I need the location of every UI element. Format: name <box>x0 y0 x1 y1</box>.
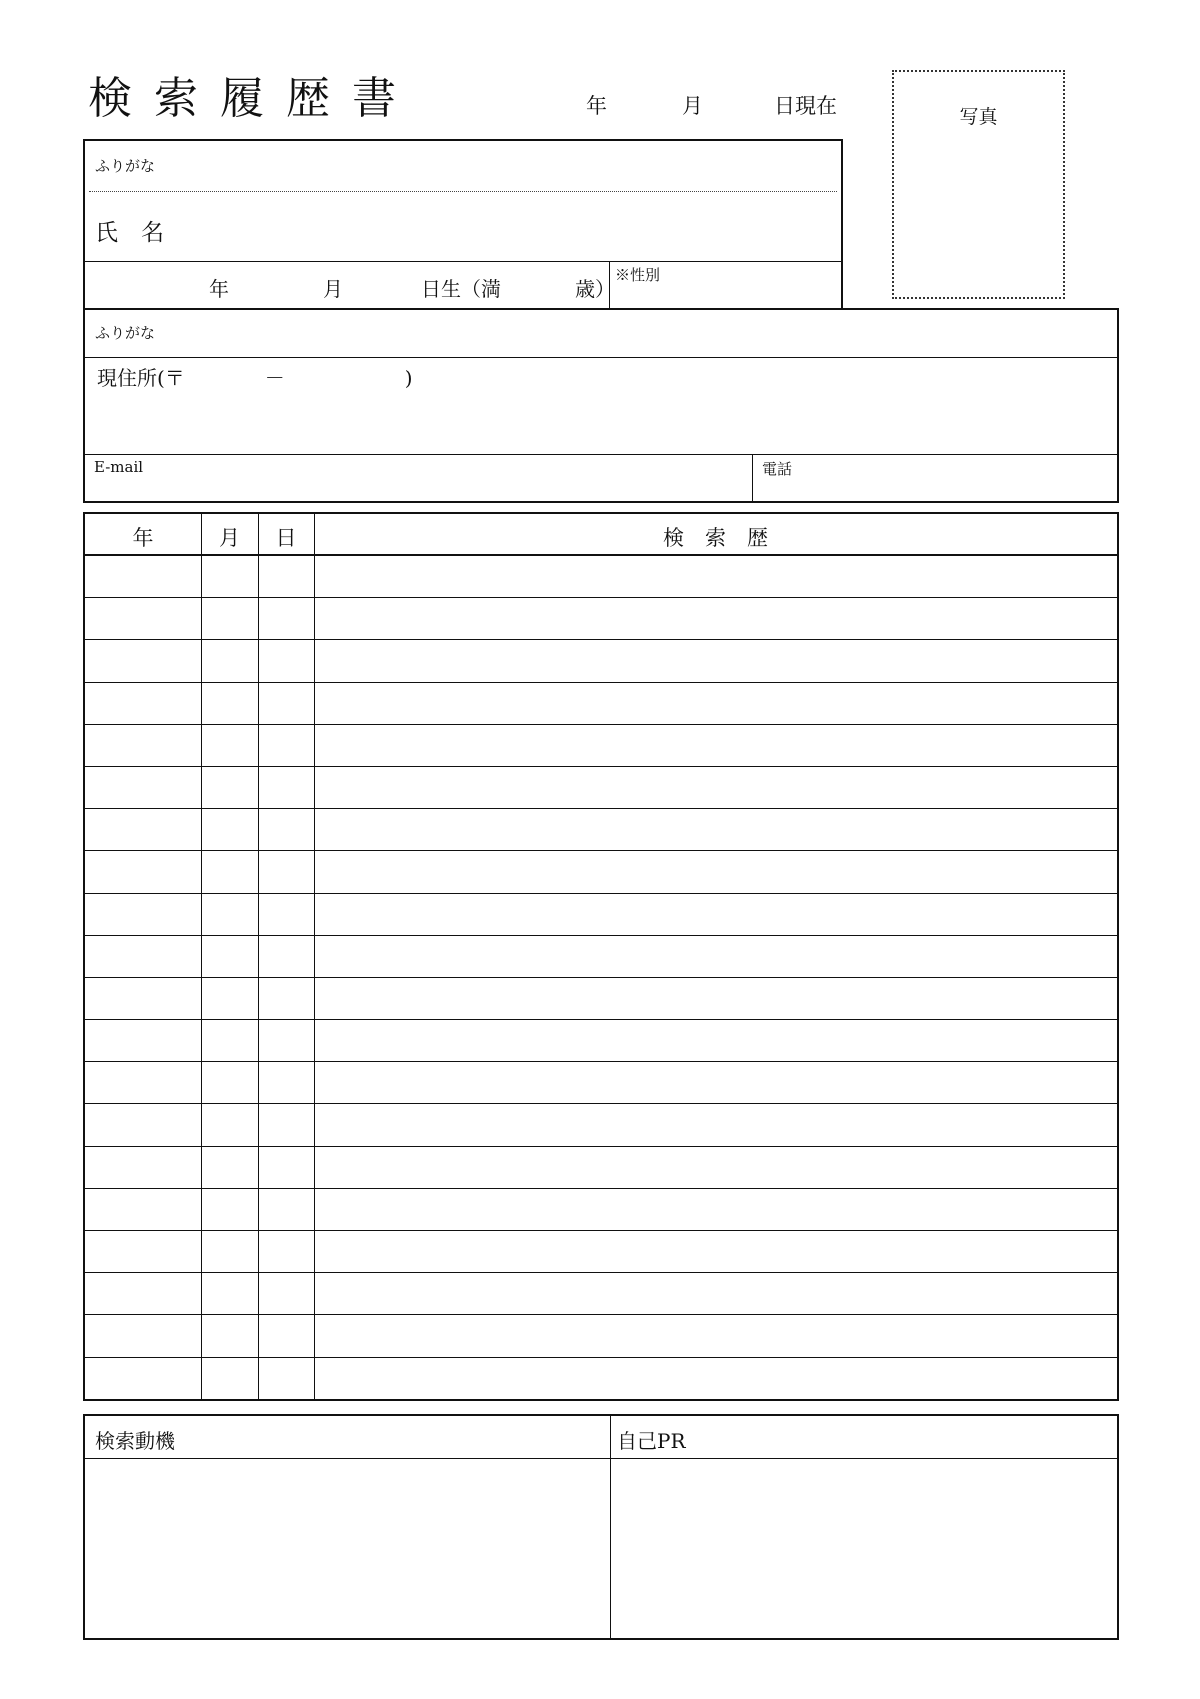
history-cell-day[interactable] <box>258 1020 314 1061</box>
table-row <box>85 1020 1117 1062</box>
history-cell-year[interactable] <box>85 851 201 892</box>
history-cell-year[interactable] <box>85 598 201 639</box>
header-history: 検 索 歴 <box>663 526 768 550</box>
table-row <box>85 725 1117 767</box>
history-cell-day[interactable] <box>258 1062 314 1103</box>
history-cell-day[interactable] <box>258 1273 314 1314</box>
history-cell-day[interactable] <box>258 725 314 766</box>
history-cell-history[interactable] <box>314 851 1117 892</box>
self-pr-label: 自己PR <box>617 1429 686 1453</box>
history-cell-day[interactable] <box>258 978 314 1019</box>
bottom-col-divider <box>610 1416 611 1638</box>
history-cell-month[interactable] <box>201 1231 258 1272</box>
history-cell-history[interactable] <box>314 978 1117 1019</box>
history-cell-history[interactable] <box>314 936 1117 977</box>
history-cell-month[interactable] <box>201 683 258 724</box>
history-cell-year[interactable] <box>85 1315 201 1356</box>
table-row <box>85 978 1117 1020</box>
history-cell-day[interactable] <box>258 1147 314 1188</box>
table-row <box>85 1147 1117 1189</box>
history-cell-day[interactable] <box>258 936 314 977</box>
photo-label: 写真 <box>959 106 998 128</box>
history-cell-history[interactable] <box>314 725 1117 766</box>
history-cell-day[interactable] <box>258 1231 314 1272</box>
history-table-header <box>85 514 1117 556</box>
email-input-area[interactable] <box>94 478 744 500</box>
birth-year-label: 年 <box>209 277 229 301</box>
history-cell-year[interactable] <box>85 556 201 597</box>
history-cell-year[interactable] <box>85 1104 201 1145</box>
motivation-input-area[interactable] <box>89 1462 606 1634</box>
table-row <box>85 767 1117 809</box>
history-cell-month[interactable] <box>201 725 258 766</box>
history-cell-day[interactable] <box>258 640 314 681</box>
history-cell-month[interactable] <box>201 936 258 977</box>
birth-age-label: 歳） <box>575 277 615 301</box>
gender-divider <box>609 261 610 308</box>
history-cell-day[interactable] <box>258 598 314 639</box>
history-cell-day[interactable] <box>258 1189 314 1230</box>
history-rows <box>85 556 1117 1400</box>
history-cell-year[interactable] <box>85 1189 201 1230</box>
history-cell-month[interactable] <box>201 556 258 597</box>
history-cell-history[interactable] <box>314 894 1117 935</box>
history-cell-year[interactable] <box>85 894 201 935</box>
motivation-label: 検索動機 <box>95 1429 175 1453</box>
history-cell-day[interactable] <box>258 1358 314 1400</box>
history-cell-month[interactable] <box>201 1273 258 1314</box>
address-input-area[interactable] <box>97 390 1111 450</box>
history-cell-month[interactable] <box>201 978 258 1019</box>
table-row <box>85 598 1117 640</box>
photo-area[interactable] <box>892 70 1065 299</box>
contact-divider <box>85 454 1117 455</box>
history-cell-day[interactable] <box>258 894 314 935</box>
history-cell-history[interactable] <box>314 598 1117 639</box>
history-cell-year[interactable] <box>85 1273 201 1314</box>
name-birth-divider <box>85 261 841 262</box>
history-cell-year[interactable] <box>85 809 201 850</box>
furigana-divider <box>89 191 837 192</box>
address-furigana-label: ふりがな <box>95 324 156 342</box>
history-cell-history[interactable] <box>314 1231 1117 1272</box>
history-cell-history[interactable] <box>314 640 1117 681</box>
header-day: 日 <box>275 526 297 550</box>
date-year-label: 年 <box>586 94 607 118</box>
phone-input-area[interactable] <box>762 478 1111 500</box>
history-cell-month[interactable] <box>201 598 258 639</box>
name-furigana-label: ふりがな <box>95 157 156 175</box>
history-cell-day[interactable] <box>258 1315 314 1356</box>
history-cell-history[interactable] <box>314 683 1117 724</box>
bottom-section <box>83 1414 1119 1640</box>
history-cell-month[interactable] <box>201 1189 258 1230</box>
table-row <box>85 1315 1117 1357</box>
history-cell-month[interactable] <box>201 894 258 935</box>
history-cell-year[interactable] <box>85 767 201 808</box>
birth-day-label: 日生（満 <box>421 277 501 301</box>
page-title: 検索履歴書 <box>88 73 418 124</box>
history-cell-history[interactable] <box>314 767 1117 808</box>
history-cell-history[interactable] <box>314 1104 1117 1145</box>
history-table <box>83 512 1119 1401</box>
history-cell-day[interactable] <box>258 851 314 892</box>
history-cell-day[interactable] <box>258 556 314 597</box>
address-furigana-divider <box>85 357 1117 358</box>
table-row <box>85 894 1117 936</box>
history-cell-year[interactable] <box>85 1231 201 1272</box>
address-label: 現住所(〒 － ) <box>97 366 413 390</box>
table-row <box>85 1104 1117 1146</box>
history-cell-month[interactable] <box>201 809 258 850</box>
history-cell-history[interactable] <box>314 1020 1117 1061</box>
phone-divider <box>752 454 753 501</box>
history-cell-day[interactable] <box>258 767 314 808</box>
history-cell-year[interactable] <box>85 640 201 681</box>
table-row <box>85 1231 1117 1273</box>
history-cell-history[interactable] <box>314 1358 1117 1400</box>
history-cell-month[interactable] <box>201 1104 258 1145</box>
history-cell-year[interactable] <box>85 1062 201 1103</box>
name-section <box>83 139 843 310</box>
table-row <box>85 936 1117 978</box>
history-cell-history[interactable] <box>314 809 1117 850</box>
table-row <box>85 1189 1117 1231</box>
history-cell-day[interactable] <box>258 809 314 850</box>
history-cell-history[interactable] <box>314 1189 1117 1230</box>
history-cell-history[interactable] <box>314 1147 1117 1188</box>
table-row <box>85 683 1117 725</box>
name-input-area[interactable] <box>185 197 835 253</box>
address-section <box>83 308 1119 503</box>
history-cell-month[interactable] <box>201 1147 258 1188</box>
history-cell-year[interactable] <box>85 1147 201 1188</box>
history-cell-history[interactable] <box>314 1062 1117 1103</box>
birth-month-label: 月 <box>323 277 343 301</box>
table-row <box>85 851 1117 893</box>
history-cell-month[interactable] <box>201 1315 258 1356</box>
history-cell-month[interactable] <box>201 851 258 892</box>
history-cell-history[interactable] <box>314 556 1117 597</box>
history-cell-history[interactable] <box>314 1315 1117 1356</box>
table-row <box>85 1358 1117 1400</box>
header-year: 年 <box>132 526 154 550</box>
bottom-header-divider <box>85 1458 1117 1459</box>
self-pr-input-area[interactable] <box>615 1462 1113 1634</box>
history-cell-year[interactable] <box>85 683 201 724</box>
history-cell-year[interactable] <box>85 1358 201 1400</box>
table-row <box>85 640 1117 682</box>
table-row <box>85 1273 1117 1315</box>
gender-label: ※性別 <box>615 266 661 284</box>
name-label: 氏 名 <box>95 220 164 246</box>
phone-label: 電話 <box>762 460 793 478</box>
history-cell-history[interactable] <box>314 1273 1117 1314</box>
history-cell-day[interactable] <box>258 683 314 724</box>
history-cell-month[interactable] <box>201 640 258 681</box>
history-cell-month[interactable] <box>201 1358 258 1400</box>
date-month-label: 月 <box>682 94 703 118</box>
history-cell-year[interactable] <box>85 1020 201 1061</box>
history-cell-day[interactable] <box>258 1104 314 1145</box>
gender-input-area[interactable] <box>615 281 837 306</box>
table-row <box>85 809 1117 851</box>
history-cell-month[interactable] <box>201 1062 258 1103</box>
history-cell-month[interactable] <box>201 1020 258 1061</box>
history-cell-year[interactable] <box>85 936 201 977</box>
table-row <box>85 1062 1117 1104</box>
date-as-of-label: 日現在 <box>774 94 837 118</box>
history-cell-month[interactable] <box>201 767 258 808</box>
header-month: 月 <box>219 526 240 550</box>
history-cell-year[interactable] <box>85 725 201 766</box>
email-label: E-mail <box>94 458 144 476</box>
history-cell-year[interactable] <box>85 978 201 1019</box>
table-row <box>85 556 1117 598</box>
